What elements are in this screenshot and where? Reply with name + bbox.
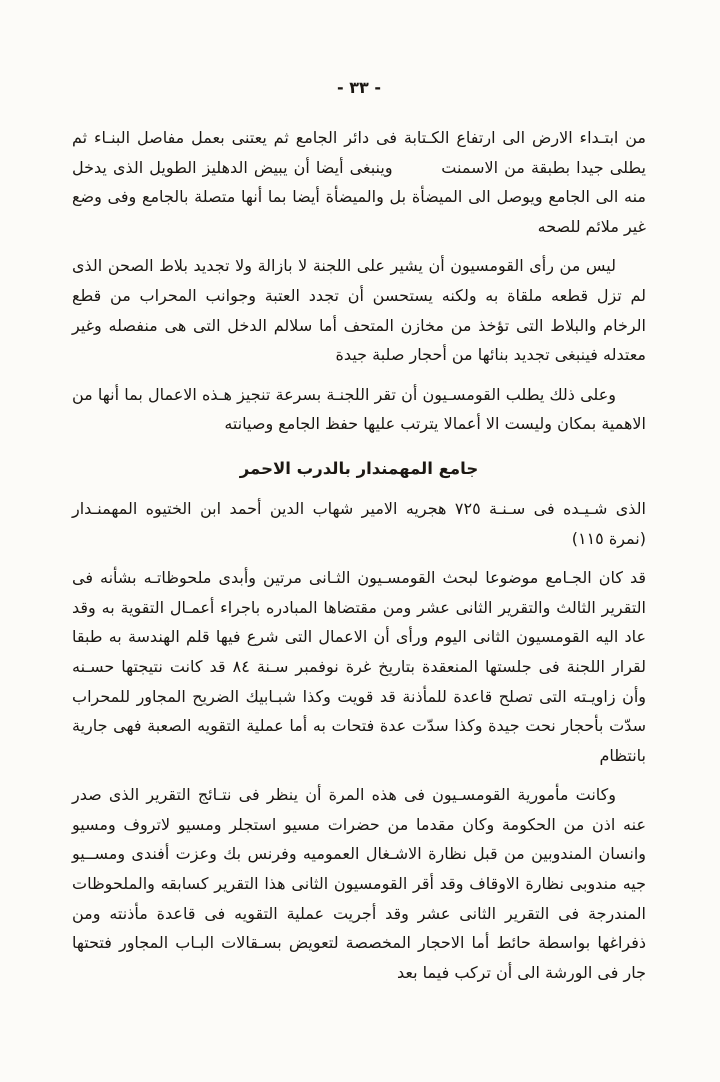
paragraph: وكانت مأمورية القومسـيون فى هذه المرة أن ينظر فى نتـائج التقرير الذى صدر عنه اذن من الحكومة وكان مقدما من حضرات مسيو استجلر ومسيو لاتروف ومسيو وانسان المندوبين من قبل نظارة الاشـغال العموميه وفرنس بك وعزت أفندى ومســيو جيه مندوبى نظارة الاوقاف وقد أقر القومسيون الثانى هذا التقرير كسابقه والملحوظات المندرجة فى التقرير الثانى عشر وقد أجريت عملية التقويه فى قاعدة مأذنته ومن ذفراغها بواسطة حائط أما الاحجار المخصصة لتعويض بسـقالات البـاب المجاور فتحتها جار فى الورشة الى أن تركب فيما بعد	[72, 785, 646, 982]
page-number: - ٣٣ -	[337, 78, 381, 97]
paragraph: من ابتـداء الارض الى ارتفاع الكـتابة فى دائر الجامع ثم يعتنى بعمل مفاصل البنـاء ثم يطلى جيدا بطبقة من الاسمنت وينبغى أيضا أن يبيض الدهليز الطويل الذى يدخل منه الى الجامع ويوصل الى الميضأة بل والميضأة أيضا بما أنها متصلة بالجامع وفى وضع غير ملائم للصحه	[72, 128, 646, 236]
paragraph: الذى شـيـده فى سـنـة ٧٢٥ هجريه الامير شهاب الدين أحمد ابن الختيوه المهمنـدار (نمرة ١١٥)	[72, 498, 646, 548]
paragraph: قد كان الجـامع موضوعا لبحث القومسـيون الثـانى مرتين وأبدى ملحوظاتـه بشأنه فى التقرير الثالث والتقرير الثانى عشر ومن مقتضاها المبادره باجراء أعمـال التقوية به وقد عاد اليه القومسيون الثانى اليوم ورأى أن الاعمال التى شرع فيها قلم الهندسة به طبقا لقرار اللجنة فى جلستها المنعقدة بتاريخ غرة نوفمبر سـنة ٨٤ قد كانت نتيجتها حسـنه وأن زاويـته التى تصلح قاعدة للمأذنة قد قويت وكذا شبـابيك الضريح المجاور للمحراب سدّت بأحجار نحت جيدة وكذا سدّت عدة فتحات به أما عملية التقويه الصعبة فهى جارية بانتظام	[72, 568, 646, 765]
paragraph: ليس من رأى القومسيون أن يشير على اللجنة لا بازالة ولا تجديد بلاط الصحن الذى لم تزل قطعه ملقاة به ولكنه يستحسن أن تجدد العتبة وجوانب المحراب من قطع الرخام والبلاط التى تؤخذ من مخازن المتحف أما سلالم الدخل التى هى منفصله وغير معتدله فينبغى تجديد بنائها من أحجار صلبة جيدة	[72, 256, 646, 365]
section-heading: جامع المهمندار بالدرب الاحمر	[239, 458, 479, 478]
paragraph: وعلى ذلك يطلب القومسـيون أن تقر اللجنـة بسرعة تنجيز هـذه الاعمال بما أنها من الاهمية بمكان وليست الا أعمالا يترتب عليها حفظ الجامع وصيانته	[72, 384, 646, 434]
page-body	[72, 123, 646, 987]
